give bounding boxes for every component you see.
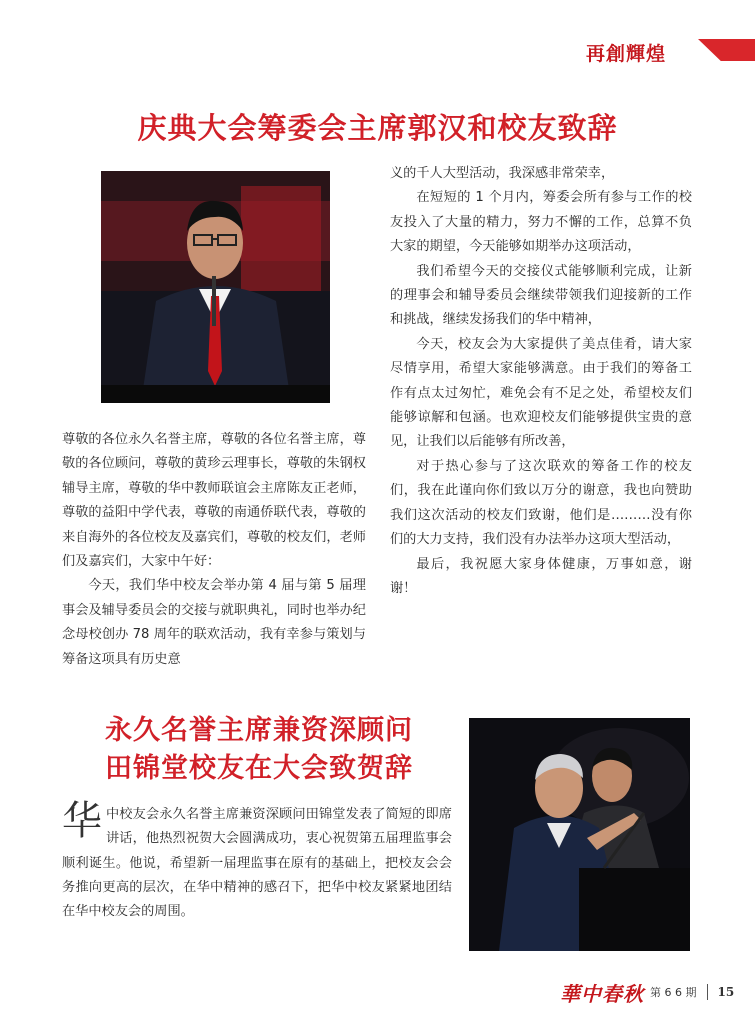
guest-photo xyxy=(469,718,690,951)
section-tag-label: 再創輝煌 xyxy=(586,42,667,65)
paragraph: 在短短的 1 个月内，筹委会所有参与工作的校友投入了大量的精力，努力不懈的工作，总算不负大家的期望，今天能够如期举办这项活动， xyxy=(390,190,692,255)
section-tag xyxy=(586,38,666,66)
paragraph: 今天，校友会为大家提供了美点佳肴，请大家尽情享用，希望大家能够满意。由于我们的筹备工作有点太过匆忙，难免会有不足之处，希望校友们能够谅解和包涵。也欢迎校友们能够提供宝贵的意见，让我们以后能够有所改善， xyxy=(390,336,692,450)
speaker-photo xyxy=(101,171,330,403)
paragraph: 对于热心参与了这次联欢的筹备工作的校友们，我在此谨向你们致以万分的谢意，我也向赞助我们这次活动的校友们致谢，他们是………没有你们的大力支持，我们没有办法举办这项大型活动， xyxy=(390,458,692,548)
footer-divider xyxy=(707,984,708,1000)
paragraph: 最后，我祝愿大家身体健康，万事如意，谢谢！ xyxy=(390,556,692,596)
paragraph: 今天，我们华中校友会举办第 4 届与第 5 届理事会及辅导委员会的交接与就职典礼，同时也举办纪念母校创办 78 周年的联欢活动，我有幸参与策划与筹备这项具有历史意 xyxy=(62,578,366,667)
magazine-logo: 華中春秋 xyxy=(560,981,644,1006)
paragraph: 尊敬的各位永久名誉主席，尊敬的各位名誉主席，尊敬的各位顾问，尊敬的黄珍云理事长，尊敬的朱钢权辅导主席，尊敬的华中教师联谊会主席陈友正老师，尊敬的益阳中学代表，尊敬的南通侨联代表，尊敬的来自海外的各位校友及嘉宾们，尊敬的校友们，老师们及嘉宾们，大家中午好： xyxy=(62,432,366,570)
issue-number: 第 6 6 期 xyxy=(650,986,697,999)
article2-body xyxy=(62,798,452,924)
drop-cap: 华 xyxy=(62,798,102,844)
article1-right-column xyxy=(390,162,692,601)
article2-title-line2: 田锦堂校友在大会致贺辞 xyxy=(105,753,413,784)
article2-text: 中校友会永久名誉主席兼资深顾问田锦堂发表了简短的即席讲话，他热烈祝贺大会圆满成功，衷心祝贺第五届理监事会顺利诞生。他说，希望新一届理监事在原有的基础上，把校友会会务推向更高的层次，在华中精神的感召下，把华中校友紧紧地团结在华中校友会的周围。 xyxy=(62,807,452,920)
paragraph: 义的千人大型活动，我深感非常荣幸， xyxy=(390,166,615,181)
article2-title xyxy=(62,712,456,788)
article2-title-line1: 永久名誉主席兼资深顾问 xyxy=(105,715,413,746)
article1-title: 庆典大会筹委会主席郭汉和校友致辞 xyxy=(137,111,618,145)
section-tag-bar xyxy=(698,39,755,61)
paragraph: 我们希望今天的交接仪式能够顺利完成，让新的理事会和辅导委员会继续带领我们迎接新的工作和挑战，继续发扬我们的华中精神， xyxy=(390,263,692,328)
article1-left-column xyxy=(62,428,366,672)
page-footer xyxy=(560,980,734,1004)
page-number: 15 xyxy=(717,985,735,999)
